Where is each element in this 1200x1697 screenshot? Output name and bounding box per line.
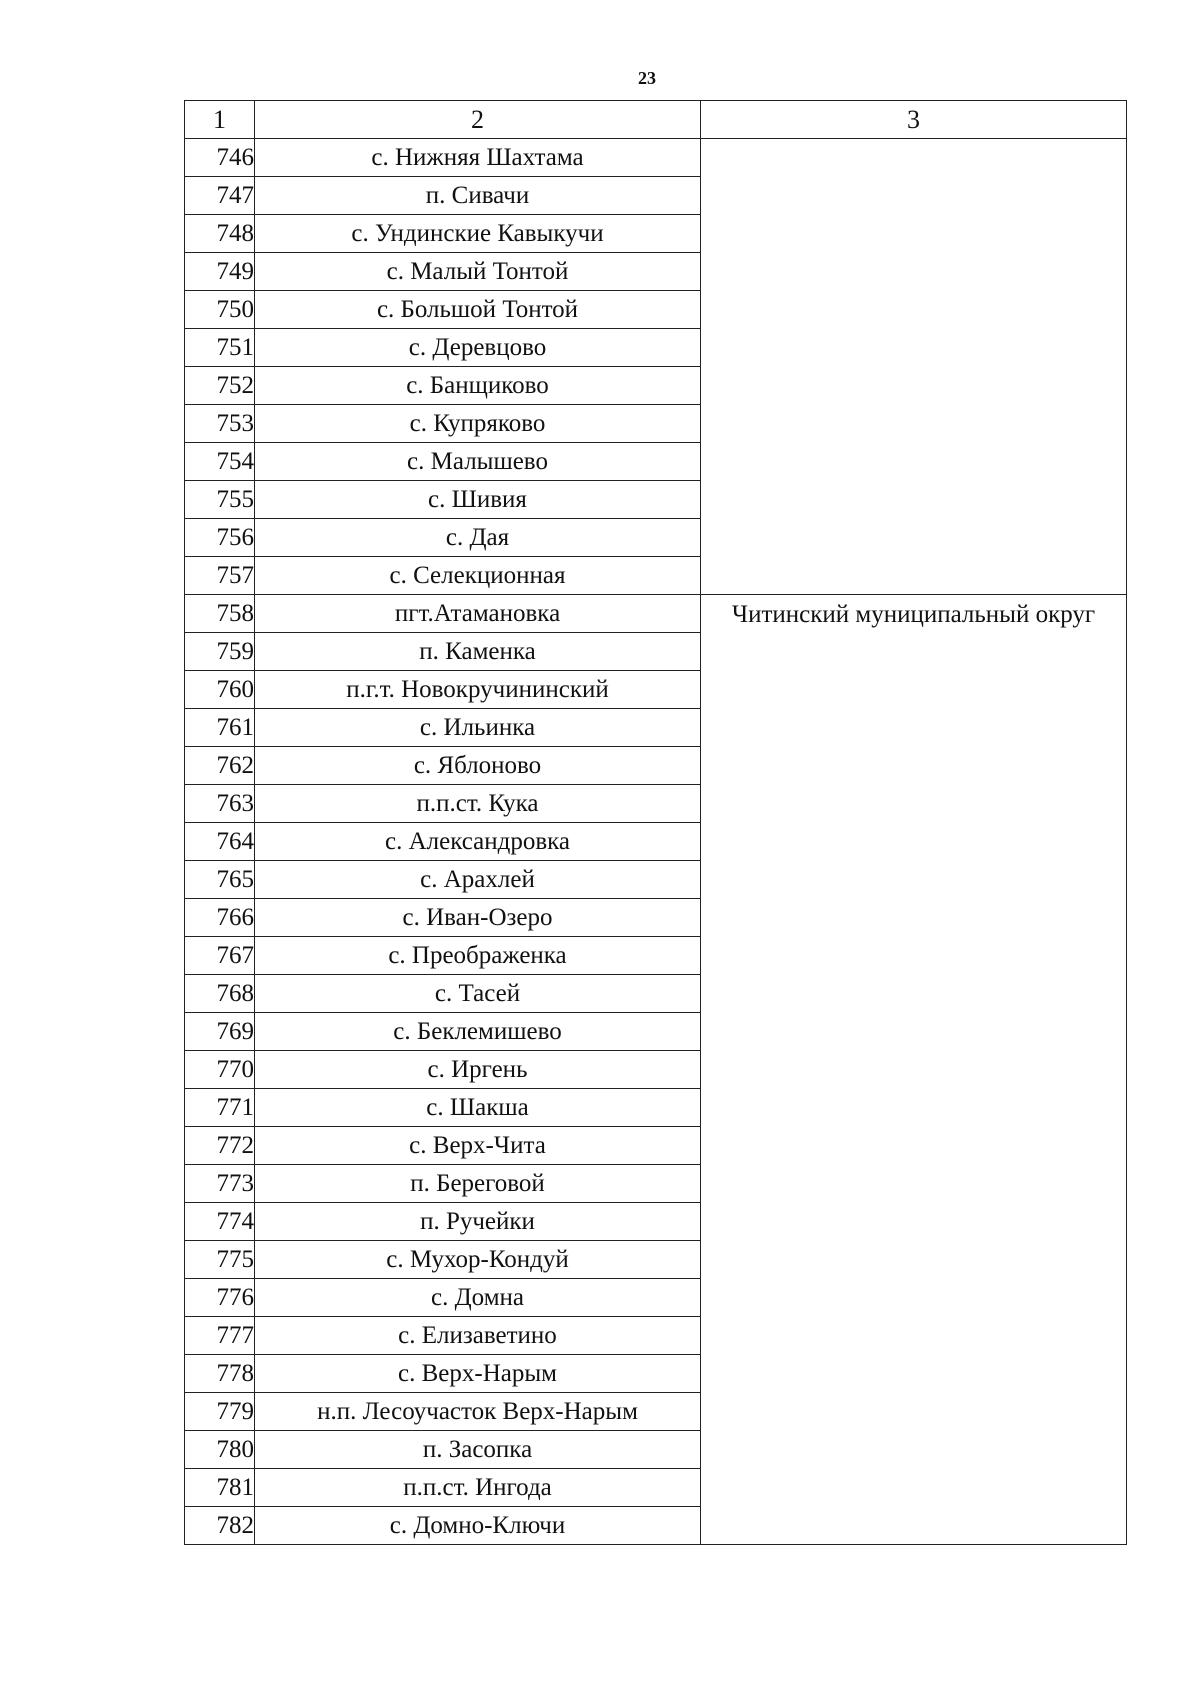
table-row (185, 595, 1127, 633)
row-number: 767 (185, 937, 255, 975)
settlement-name: с. Иргень (255, 1051, 701, 1089)
row-number: 746 (185, 139, 255, 177)
district-cell (701, 139, 1127, 595)
settlement-name: с. Домна (255, 1279, 701, 1317)
district-cell: Читинский муниципальный округ (701, 595, 1127, 1545)
row-number: 756 (185, 519, 255, 557)
settlement-name: с. Ильинка (255, 709, 701, 747)
settlement-name: с. Малый Тонтой (255, 253, 701, 291)
settlement-name: с. Верх-Нарым (255, 1355, 701, 1393)
row-number: 761 (185, 709, 255, 747)
settlement-name: с. Ундинские Кавыкучи (255, 215, 701, 253)
settlements-table (184, 100, 1127, 1545)
row-number: 771 (185, 1089, 255, 1127)
row-number: 752 (185, 367, 255, 405)
settlement-name: п. Береговой (255, 1165, 701, 1203)
row-number: 754 (185, 443, 255, 481)
settlement-name: с. Купряково (255, 405, 701, 443)
settlement-name: с. Шакша (255, 1089, 701, 1127)
settlement-name: п. Засопка (255, 1431, 701, 1469)
row-number: 760 (185, 671, 255, 709)
table-header-row (185, 101, 1127, 139)
page-number: 23 (638, 68, 656, 88)
settlement-name: п.г.т. Новокручининский (255, 671, 701, 709)
row-number: 757 (185, 557, 255, 595)
settlement-name: с. Арахлей (255, 861, 701, 899)
settlement-name: с. Александровка (255, 823, 701, 861)
settlement-name: п.п.ст. Кука (255, 785, 701, 823)
settlement-name: с. Мухор-Кондуй (255, 1241, 701, 1279)
settlement-name: с. Нижняя Шахтама (255, 139, 701, 177)
row-number: 779 (185, 1393, 255, 1431)
settlement-name: п. Каменка (255, 633, 701, 671)
settlement-name: н.п. Лесоучасток Верх-Нарым (255, 1393, 701, 1431)
settlement-name: п. Ручейки (255, 1203, 701, 1241)
row-number: 747 (185, 177, 255, 215)
settlement-name: с. Преображенка (255, 937, 701, 975)
settlement-name: пгт.Атамановка (255, 595, 701, 633)
header-col-1: 1 (185, 101, 255, 139)
settlement-name: с. Иван-Озеро (255, 899, 701, 937)
row-number: 749 (185, 253, 255, 291)
settlement-name: с. Деревцово (255, 329, 701, 367)
row-number: 759 (185, 633, 255, 671)
settlement-name: с. Тасей (255, 975, 701, 1013)
row-number: 758 (185, 595, 255, 633)
settlement-name: с. Селекционная (255, 557, 701, 595)
row-number: 775 (185, 1241, 255, 1279)
row-number: 778 (185, 1355, 255, 1393)
row-number: 777 (185, 1317, 255, 1355)
settlement-name: с. Беклемишево (255, 1013, 701, 1051)
settlement-name: с. Малышево (255, 443, 701, 481)
row-number: 755 (185, 481, 255, 519)
row-number: 769 (185, 1013, 255, 1051)
settlement-name: с. Банщиково (255, 367, 701, 405)
settlement-name: с. Шивия (255, 481, 701, 519)
row-number: 750 (185, 291, 255, 329)
row-number: 782 (185, 1507, 255, 1545)
row-number: 766 (185, 899, 255, 937)
row-number: 773 (185, 1165, 255, 1203)
row-number: 772 (185, 1127, 255, 1165)
row-number: 753 (185, 405, 255, 443)
row-number: 762 (185, 747, 255, 785)
settlement-name: п.п.ст. Ингода (255, 1469, 701, 1507)
row-number: 764 (185, 823, 255, 861)
row-number: 780 (185, 1431, 255, 1469)
header-col-3: 3 (701, 101, 1127, 139)
row-number: 765 (185, 861, 255, 899)
settlement-name: с. Верх-Чита (255, 1127, 701, 1165)
row-number: 748 (185, 215, 255, 253)
table-body (185, 139, 1127, 1545)
row-number: 768 (185, 975, 255, 1013)
settlement-name: с. Большой Тонтой (255, 291, 701, 329)
row-number: 781 (185, 1469, 255, 1507)
settlement-name: п. Сивачи (255, 177, 701, 215)
settlement-name: с. Елизаветино (255, 1317, 701, 1355)
header-col-2: 2 (255, 101, 701, 139)
row-number: 774 (185, 1203, 255, 1241)
row-number: 770 (185, 1051, 255, 1089)
row-number: 763 (185, 785, 255, 823)
row-number: 751 (185, 329, 255, 367)
settlement-name: с. Домно-Ключи (255, 1507, 701, 1545)
settlement-name: с. Яблоново (255, 747, 701, 785)
row-number: 776 (185, 1279, 255, 1317)
settlement-name: с. Дая (255, 519, 701, 557)
table-row (185, 139, 1127, 177)
